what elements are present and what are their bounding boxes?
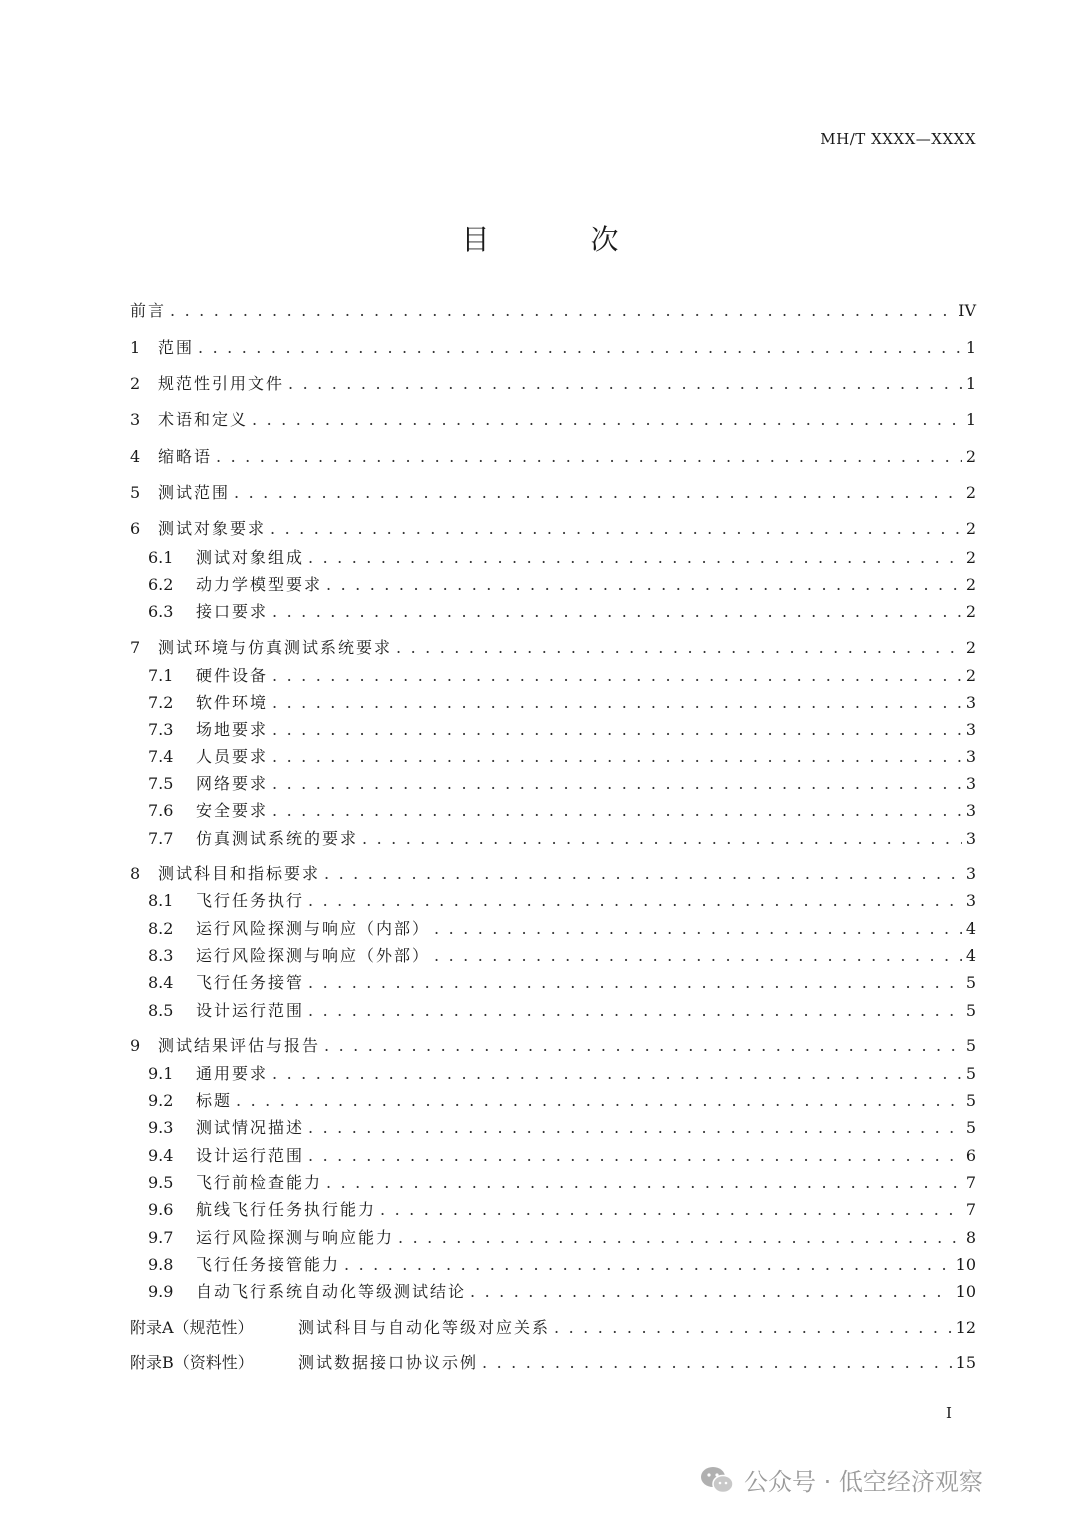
toc-entry-label: 安全要求 [196, 801, 269, 820]
toc-entry-label: 测试科目与自动化等级对应关系 [298, 1318, 551, 1337]
toc-dot-leader [326, 574, 962, 596]
toc-entry-label: 设计运行范围 [196, 1146, 305, 1165]
toc-entry-page: 2 [965, 666, 976, 685]
toc-entry[interactable] [148, 1117, 976, 1139]
toc-dot-leader [434, 945, 962, 967]
toc-dot-leader [324, 863, 962, 885]
toc-entry-page: 3 [965, 891, 976, 910]
toc-dot-leader [308, 547, 962, 569]
toc-entry-label: 标题 [196, 1091, 233, 1110]
toc-entry-page: 1 [965, 410, 976, 429]
toc-dot-leader [308, 1117, 962, 1139]
toc-entry-page: 5 [965, 1064, 976, 1083]
toc-entry-number: 7.4 [148, 747, 174, 766]
toc-entry[interactable] [148, 773, 976, 795]
toc-entry-number: 7.1 [148, 666, 174, 685]
toc-dot-leader [272, 1063, 962, 1085]
toc-entry-number: 6.2 [148, 575, 174, 594]
toc-entry-number: 7.6 [148, 801, 174, 820]
toc-entry[interactable] [148, 547, 976, 569]
toc-entry-label: 测试数据接口协议示例 [298, 1353, 479, 1372]
toc-entry[interactable] [130, 300, 976, 322]
toc-dot-leader [398, 1227, 962, 1249]
toc-entry-number: 9 [130, 1036, 141, 1055]
toc-entry-label: 测试对象要求 [158, 519, 267, 538]
toc-entry-page: 5 [965, 1001, 976, 1020]
toc-entry-page: 12 [955, 1318, 976, 1337]
toc-entry-number: 附录B（资料性） [130, 1353, 254, 1372]
toc-entry-number: 9.4 [148, 1146, 174, 1165]
toc-dot-leader [234, 482, 962, 504]
toc-entry-label: 测试环境与仿真测试系统要求 [158, 638, 393, 657]
toc-entry[interactable] [148, 601, 976, 623]
toc-entry[interactable] [148, 574, 976, 596]
toc-entry-label: 前言 [130, 301, 167, 320]
toc-entry-label: 动力学模型要求 [196, 575, 323, 594]
toc-entry[interactable] [148, 800, 976, 822]
wechat-icon [700, 1465, 734, 1495]
toc-entry[interactable] [148, 1227, 976, 1249]
toc-dot-leader [308, 1145, 962, 1167]
toc-entry[interactable] [148, 665, 976, 687]
toc-dot-leader [252, 409, 962, 431]
toc-entry-label: 测试范围 [158, 483, 231, 502]
toc-entry-number: 9.1 [148, 1064, 174, 1083]
toc-dot-leader [308, 972, 962, 994]
toc-entry-page: 3 [965, 720, 976, 739]
toc-entry-number: 7.2 [148, 693, 174, 712]
toc-entry-page: 4 [965, 919, 976, 938]
toc-entry-label: 测试科目和指标要求 [158, 864, 321, 883]
toc-entry[interactable] [130, 482, 976, 504]
toc-dot-leader [324, 1035, 962, 1057]
toc-entry[interactable] [148, 918, 976, 940]
toc-entry-label: 运行风险探测与响应（内部） [196, 919, 431, 938]
toc-entry-label: 测试对象组成 [196, 548, 305, 567]
toc-entry-label: 测试结果评估与报告 [158, 1036, 321, 1055]
toc-entry-number: 7.5 [148, 774, 174, 793]
toc-entry[interactable] [148, 1172, 976, 1194]
toc-entry-page: 2 [965, 519, 976, 538]
toc-entry-number: 8.2 [148, 919, 174, 938]
toc-entry[interactable] [148, 1281, 976, 1303]
toc-entry[interactable] [148, 692, 976, 714]
toc-dot-leader [434, 918, 962, 940]
toc-entry-number: 8.1 [148, 891, 174, 910]
toc-entry[interactable] [130, 637, 976, 659]
toc-entry[interactable] [130, 518, 976, 540]
toc-dot-leader [170, 300, 954, 322]
toc-entry-number: 附录A（规范性） [130, 1318, 254, 1337]
toc-entry-label: 测试情况描述 [196, 1118, 305, 1137]
toc-entry[interactable] [130, 337, 976, 359]
toc-entry-number: 6 [130, 519, 141, 538]
toc-entry-page: 3 [965, 801, 976, 820]
toc-dot-leader [270, 518, 962, 540]
toc-dot-leader [380, 1199, 962, 1221]
toc-dot-leader [216, 446, 962, 468]
page-title: 目 次 [461, 223, 665, 256]
toc-entry-label: 仿真测试系统的要求 [196, 829, 359, 848]
toc-entry-label: 术语和定义 [158, 410, 249, 429]
toc-entry-page: 10 [955, 1255, 976, 1274]
toc-entry-label: 运行风险探测与响应能力 [196, 1228, 395, 1247]
toc-entry-number: 9.6 [148, 1200, 174, 1219]
toc-entry-page: 5 [965, 1118, 976, 1137]
toc-dot-leader [272, 719, 962, 741]
toc-entry-label: 规范性引用文件 [158, 374, 285, 393]
toc-entry-number: 8.4 [148, 973, 174, 992]
toc-entry-label: 自动飞行系统自动化等级测试结论 [196, 1282, 467, 1301]
toc-entry-page: 5 [965, 1036, 976, 1055]
toc-entry-label: 飞行任务接管 [196, 973, 305, 992]
toc-entry[interactable] [130, 1352, 976, 1374]
toc-entry-number: 4 [130, 447, 141, 466]
toc-entry-page: 1 [965, 374, 976, 393]
toc-entry[interactable] [148, 1199, 976, 1221]
toc-entry[interactable] [130, 1317, 976, 1339]
toc-dot-leader [554, 1317, 952, 1339]
toc-dot-leader [272, 746, 962, 768]
toc-dot-leader [288, 373, 962, 395]
toc-dot-leader [236, 1090, 962, 1112]
toc-entry-label: 软件环境 [196, 693, 269, 712]
toc-dot-leader [344, 1254, 952, 1276]
toc-entry-page: 3 [965, 864, 976, 883]
toc-entry-page: 5 [965, 1091, 976, 1110]
toc-dot-leader [272, 601, 962, 623]
toc-entry-label: 通用要求 [196, 1064, 269, 1083]
toc-entry-number: 8.5 [148, 1001, 174, 1020]
toc-entry-number: 8.3 [148, 946, 174, 965]
toc-dot-leader [308, 890, 962, 912]
toc-dot-leader [272, 800, 962, 822]
toc-dot-leader [272, 773, 962, 795]
toc-entry-number: 9.8 [148, 1255, 174, 1274]
toc-entry-page: 15 [955, 1353, 976, 1372]
toc-entry-page: 2 [965, 548, 976, 567]
toc-entry-label: 接口要求 [196, 602, 269, 621]
toc-entry[interactable] [148, 1254, 976, 1276]
toc-entry-number: 9.5 [148, 1173, 174, 1192]
toc-entry-page: 4 [965, 946, 976, 965]
toc-entry-page: 3 [965, 747, 976, 766]
toc-entry-number: 9.2 [148, 1091, 174, 1110]
toc-entry[interactable] [130, 409, 976, 431]
toc-entry-page: 3 [965, 774, 976, 793]
toc-entry-page: 1 [965, 338, 976, 357]
toc-entry[interactable] [130, 373, 976, 395]
toc-entry-number: 9.3 [148, 1118, 174, 1137]
toc-entry-page: 7 [965, 1173, 976, 1192]
toc-entry[interactable] [148, 1000, 976, 1022]
toc-entry-page: 2 [965, 483, 976, 502]
toc-entry-page: 6 [965, 1146, 976, 1165]
toc-entry-page: 2 [965, 638, 976, 657]
toc-dot-leader [198, 337, 962, 359]
watermark-text: 公众号 · 低空经济观察 [744, 1468, 983, 1496]
toc-entry-number: 7.7 [148, 829, 174, 848]
toc-entry-label: 硬件设备 [196, 666, 269, 685]
toc-entry-page: 2 [965, 575, 976, 594]
toc-dot-leader [272, 692, 962, 714]
toc-entry-page: 2 [965, 602, 976, 621]
toc-entry[interactable] [148, 1063, 976, 1085]
toc-entry-number: 9.7 [148, 1228, 174, 1247]
toc-dot-leader [272, 665, 962, 687]
toc-entry-label: 航线飞行任务执行能力 [196, 1200, 377, 1219]
toc-entry[interactable] [148, 972, 976, 994]
toc-dot-leader [326, 1172, 962, 1194]
toc-entry-label: 范围 [158, 338, 195, 357]
toc-entry-label: 网络要求 [196, 774, 269, 793]
toc-dot-leader [470, 1281, 952, 1303]
toc-entry-number: 5 [130, 483, 141, 502]
toc-entry-page: IV [958, 301, 976, 320]
toc-entry[interactable] [148, 945, 976, 967]
toc-entry-label: 设计运行范围 [196, 1001, 305, 1020]
toc-entry[interactable] [148, 890, 976, 912]
toc-entry[interactable] [148, 1090, 976, 1112]
toc-entry-page: 10 [955, 1282, 976, 1301]
toc-entry[interactable] [148, 719, 976, 741]
toc-entry-label: 缩略语 [158, 447, 213, 466]
toc-entry[interactable] [130, 1035, 976, 1057]
toc-entry-number: 9.9 [148, 1282, 174, 1301]
toc-entry-page: 7 [965, 1200, 976, 1219]
toc-entry[interactable] [148, 746, 976, 768]
toc-entry[interactable] [148, 828, 976, 850]
page-number: I [946, 1404, 952, 1422]
toc-entry-label: 场地要求 [196, 720, 269, 739]
watermark [700, 1462, 983, 1497]
toc-entry-label: 飞行前检查能力 [196, 1173, 323, 1192]
toc-entry-number: 6.1 [148, 548, 174, 567]
toc-dot-leader [362, 828, 962, 850]
toc-entry-page: 8 [965, 1228, 976, 1247]
toc-entry-number: 8 [130, 864, 141, 883]
toc-entry-number: 3 [130, 410, 141, 429]
toc-entry-number: 6.3 [148, 602, 174, 621]
toc-entry-label: 运行风险探测与响应（外部） [196, 946, 431, 965]
toc-entry-number: 1 [130, 338, 141, 357]
toc-entry-label: 飞行任务接管能力 [196, 1255, 341, 1274]
toc-entry-page: 3 [965, 693, 976, 712]
toc-entry[interactable] [130, 863, 976, 885]
toc-entry-number: 7 [130, 638, 141, 657]
toc-entry[interactable] [130, 446, 976, 468]
document-code: MH/T XXXX—XXXX [820, 130, 976, 148]
toc-entry-number: 7.3 [148, 720, 174, 739]
toc-entry[interactable] [148, 1145, 976, 1167]
toc-dot-leader [482, 1352, 952, 1374]
toc-entry-page: 2 [965, 447, 976, 466]
toc-entry-page: 3 [965, 829, 976, 848]
toc-dot-leader [396, 637, 962, 659]
toc-entry-label: 飞行任务执行 [196, 891, 305, 910]
toc-entry-label: 人员要求 [196, 747, 269, 766]
toc-entry-number: 2 [130, 374, 141, 393]
toc-dot-leader [308, 1000, 962, 1022]
toc-entry-page: 5 [965, 973, 976, 992]
